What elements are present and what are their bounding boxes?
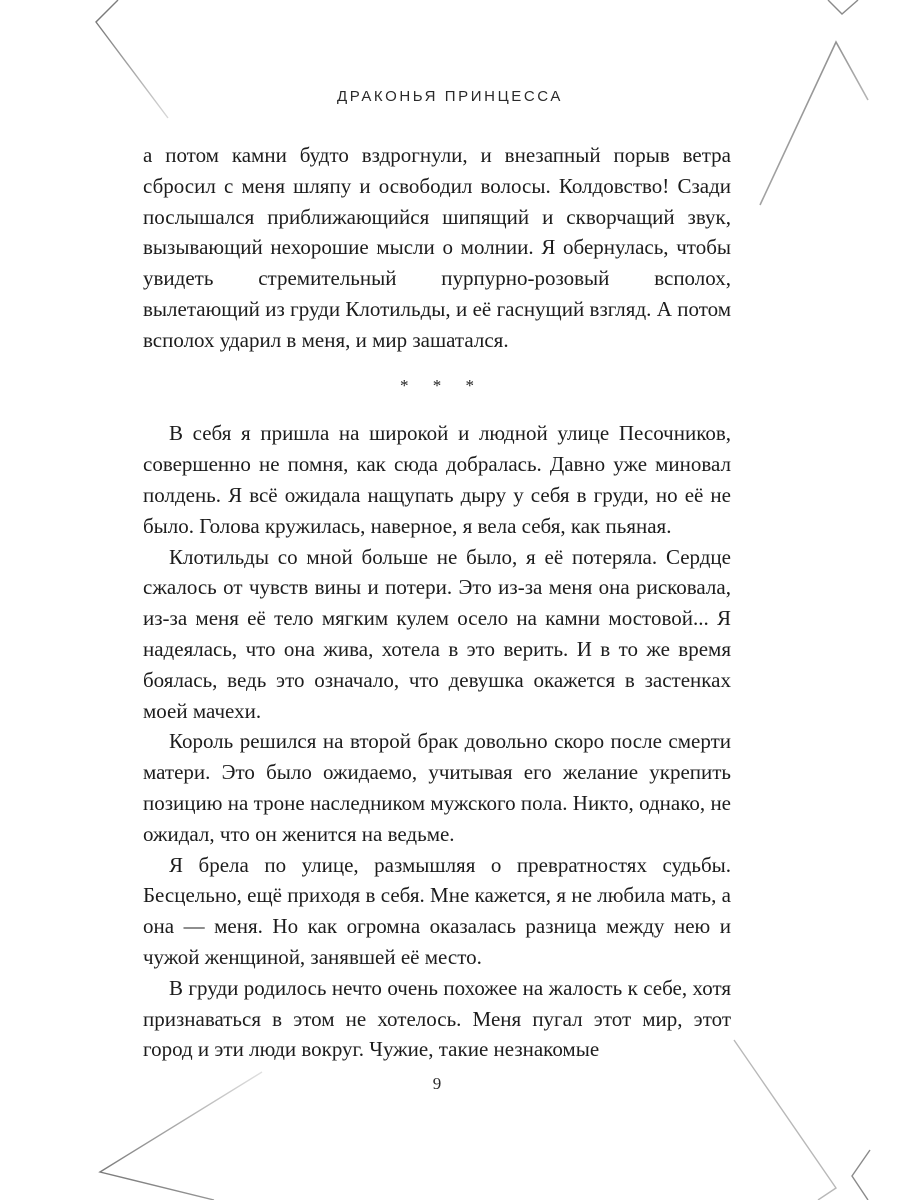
decor-line-bottom-right	[734, 1040, 836, 1200]
paragraph-5: В груди родилось нечто очень похожее на жалость к себе, хотя признаваться в этом не хотелось. Меня пугал этот мир, этот город и эти люди вокруг. Чужие, такие незнакомые	[143, 975, 731, 1062]
decor-line-bottom-right-chevron	[852, 1150, 870, 1200]
paragraph-opening: а потом камни будто вздрогнули, и внезапный порыв ветра сбросил с меня шляпу и освободил волосы. Колдовство! Сзади послышался приближающийся шипящий и скворчащий звук, вызывающий нехорошие мысли о молнии. Я обернулась, чтобы увидеть стремительный пурпурно-розовый всполох, вылетающий из груди Клотильды, и её гаснущий взгляд. А потом всполох ударил в меня, и мир зашатался.	[143, 143, 731, 352]
page-body-text	[143, 140, 731, 1065]
decor-line-top-right	[828, 0, 858, 14]
paragraph-3: Король решился на второй брак довольно скоро после смерти матери. Это было ожидаемо, учитывая его желание укрепить позицию на троне наследником мужского пола. Никто, однако, не ожидал, что он женится на ведьме.	[143, 729, 731, 846]
paragraph-4: Я брела по улице, размышляя о превратностях судьбы. Бесцельно, ещё приходя в себя. Мне кажется, я не любила мать, а она — меня. Но как огромна оказалась разница между нею и чужой женщиной, занявшей её место.	[143, 852, 731, 969]
running-header-title: ДРАКОНЬЯ ПРИНЦЕССА	[336, 88, 564, 105]
decor-line-right-peak	[760, 42, 868, 205]
scene-break-asterisks: * * *	[400, 375, 484, 395]
paragraph-1: В себя я пришла на широкой и людной улице Песочников, совершенно не помня, как сюда добралась. Давно уже миновал полдень. Я всё ожидала нащупать дыру у себя в груди, но её не было. Голова кружилась, наверное, я вела себя, как пьяная.	[143, 421, 731, 538]
page-number: 9	[432, 1074, 442, 1093]
paragraph-2: Клотильды со мной больше не было, я её потеряла. Сердце сжалось от чувств вины и потери. Это из-за меня она рисковала, из-за меня её тело мягким кулем осело на камни мостовой... Я надеялась, что она жива, хотела в это верить. И в то же время боялась, ведь это означало, что девушка окажется в застенках моей мачехи.	[143, 544, 731, 723]
